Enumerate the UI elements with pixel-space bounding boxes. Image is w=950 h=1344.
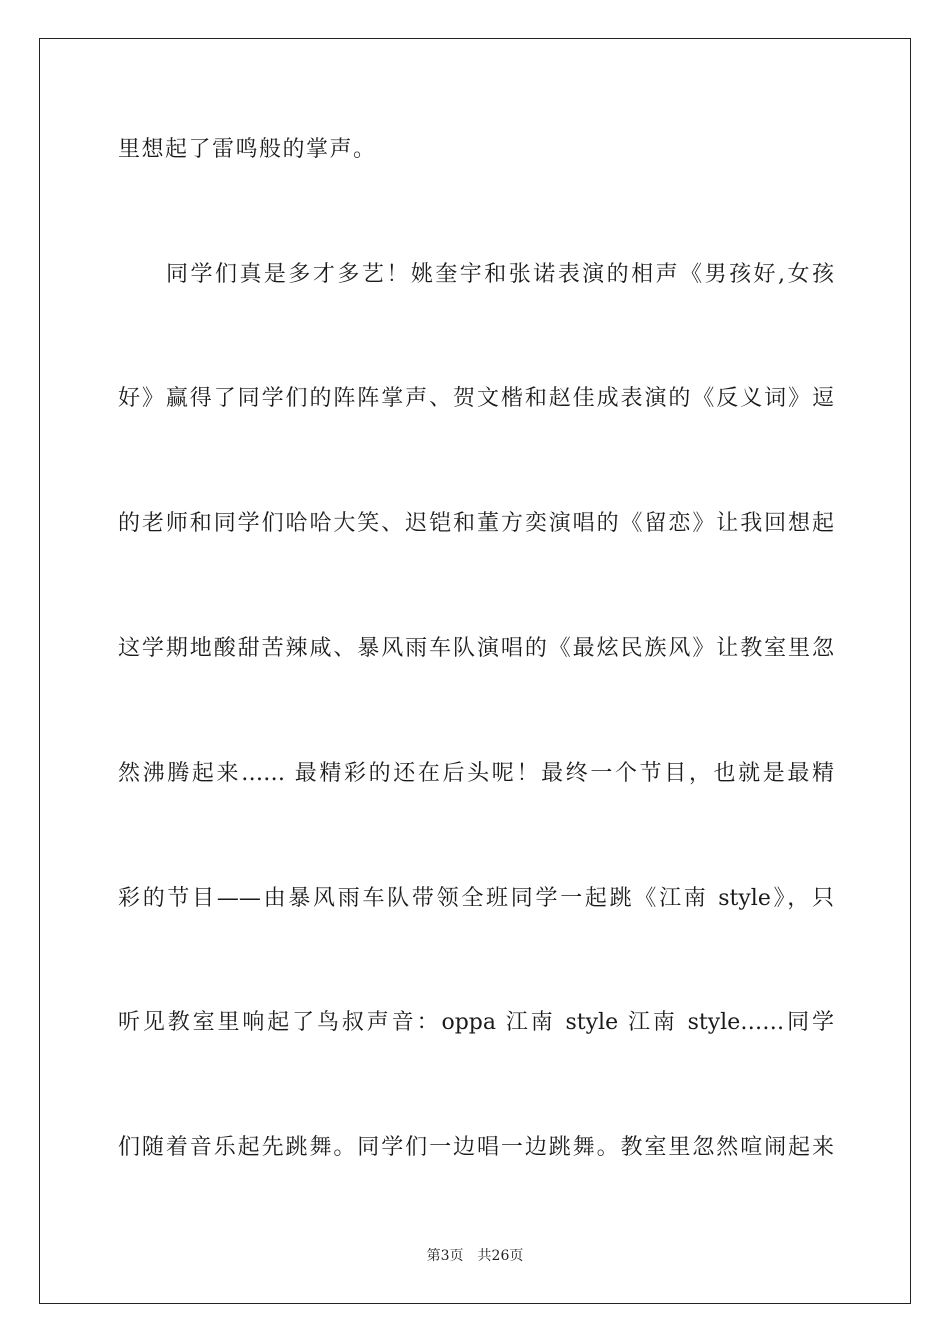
- text-line-6: 然沸腾起来…… 最精彩的还在后头呢！最终一个节目，也就是最精: [118, 761, 834, 786]
- text-line-2: 同学们真是多才多艺！姚奎宇和张诺表演的相声《男孩好,女孩: [166, 262, 834, 287]
- text-line-4: 的老师和同学们哈哈大笑、迟铠和董方奕演唱的《留恋》让我回想起: [118, 511, 834, 536]
- text-line-9: 们随着音乐起先跳舞。同学们一边唱一边跳舞。教室里忽然喧闹起来: [118, 1135, 834, 1160]
- page-number-footer: 第3页 共26页: [426, 1248, 524, 1264]
- text-line-8: 听见教室里响起了鸟叔声音：oppa 江南 style 江南 style……同学: [118, 1010, 834, 1035]
- text-line-1: 里想起了雷鸣般的掌声。: [118, 137, 377, 162]
- page-border: [39, 38, 911, 1304]
- text-line-3: 好》赢得了同学们的阵阵掌声、贺文楷和赵佳成表演的《反义词》逗: [118, 386, 834, 411]
- text-line-5: 这学期地酸甜苦辣咸、暴风雨车队演唱的《最炫民族风》让教室里忽: [118, 636, 834, 661]
- text-line-7: 彩的节目——由暴风雨车队带领全班同学一起跳《江南 style》，只: [118, 886, 834, 911]
